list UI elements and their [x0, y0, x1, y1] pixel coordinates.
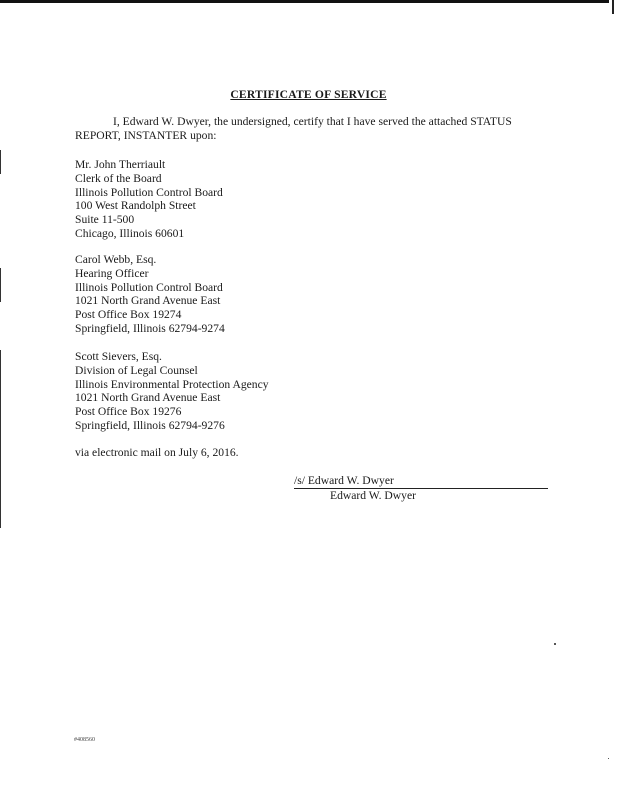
address-line: Post Office Box 19276 — [75, 405, 182, 419]
address-line: Illinois Pollution Control Board — [75, 185, 223, 199]
address-line: Springfield, Illinois 62794-9276 — [75, 418, 225, 432]
address-line: Chicago, Illinois 60601 — [75, 226, 185, 240]
address-line: Carol Webb, Esq. — [75, 253, 157, 266]
signature-block — [294, 474, 548, 503]
address-line: Illinois Pollution Control Board — [75, 280, 223, 294]
address-line: Hearing Officer — [75, 266, 149, 280]
address-line: 1021 North Grand Avenue East — [75, 294, 221, 308]
document-title: CERTIFICATE OF SERVICE — [230, 88, 387, 101]
address-line: Springfield, Illinois 62794-9274 — [75, 321, 225, 335]
address-line: Illinois Environmental Protection Agency — [75, 377, 269, 391]
service-method: via electronic mail on July 6, 2016. — [75, 446, 239, 459]
document-id-footer: #408560 — [74, 737, 95, 743]
address-line: Division of Legal Counsel — [75, 363, 198, 377]
signer-name: Edward W. Dwyer — [330, 488, 416, 502]
address-line: Scott Sievers, Esq. — [75, 350, 162, 363]
electronic-signature-line: /s/ Edward W. Dwyer — [294, 474, 548, 489]
address-line: Suite 11-500 — [75, 213, 135, 227]
address-line: Post Office Box 19274 — [75, 308, 182, 322]
address-line: 1021 North Grand Avenue East — [75, 391, 221, 405]
address-line: Mr. John Therriault — [75, 158, 166, 171]
address-line: 100 West Randolph Street — [75, 199, 196, 213]
address-line: Clerk of the Board — [75, 171, 162, 185]
certification-statement: I, Edward W. Dwyer, the undersigned, certify that I have served the attached STATUS REPORT, INSTANTER upon: — [75, 115, 512, 142]
recipient-address-block — [75, 253, 225, 336]
recipient-address-block — [75, 158, 223, 241]
recipient-address-block — [75, 350, 269, 433]
